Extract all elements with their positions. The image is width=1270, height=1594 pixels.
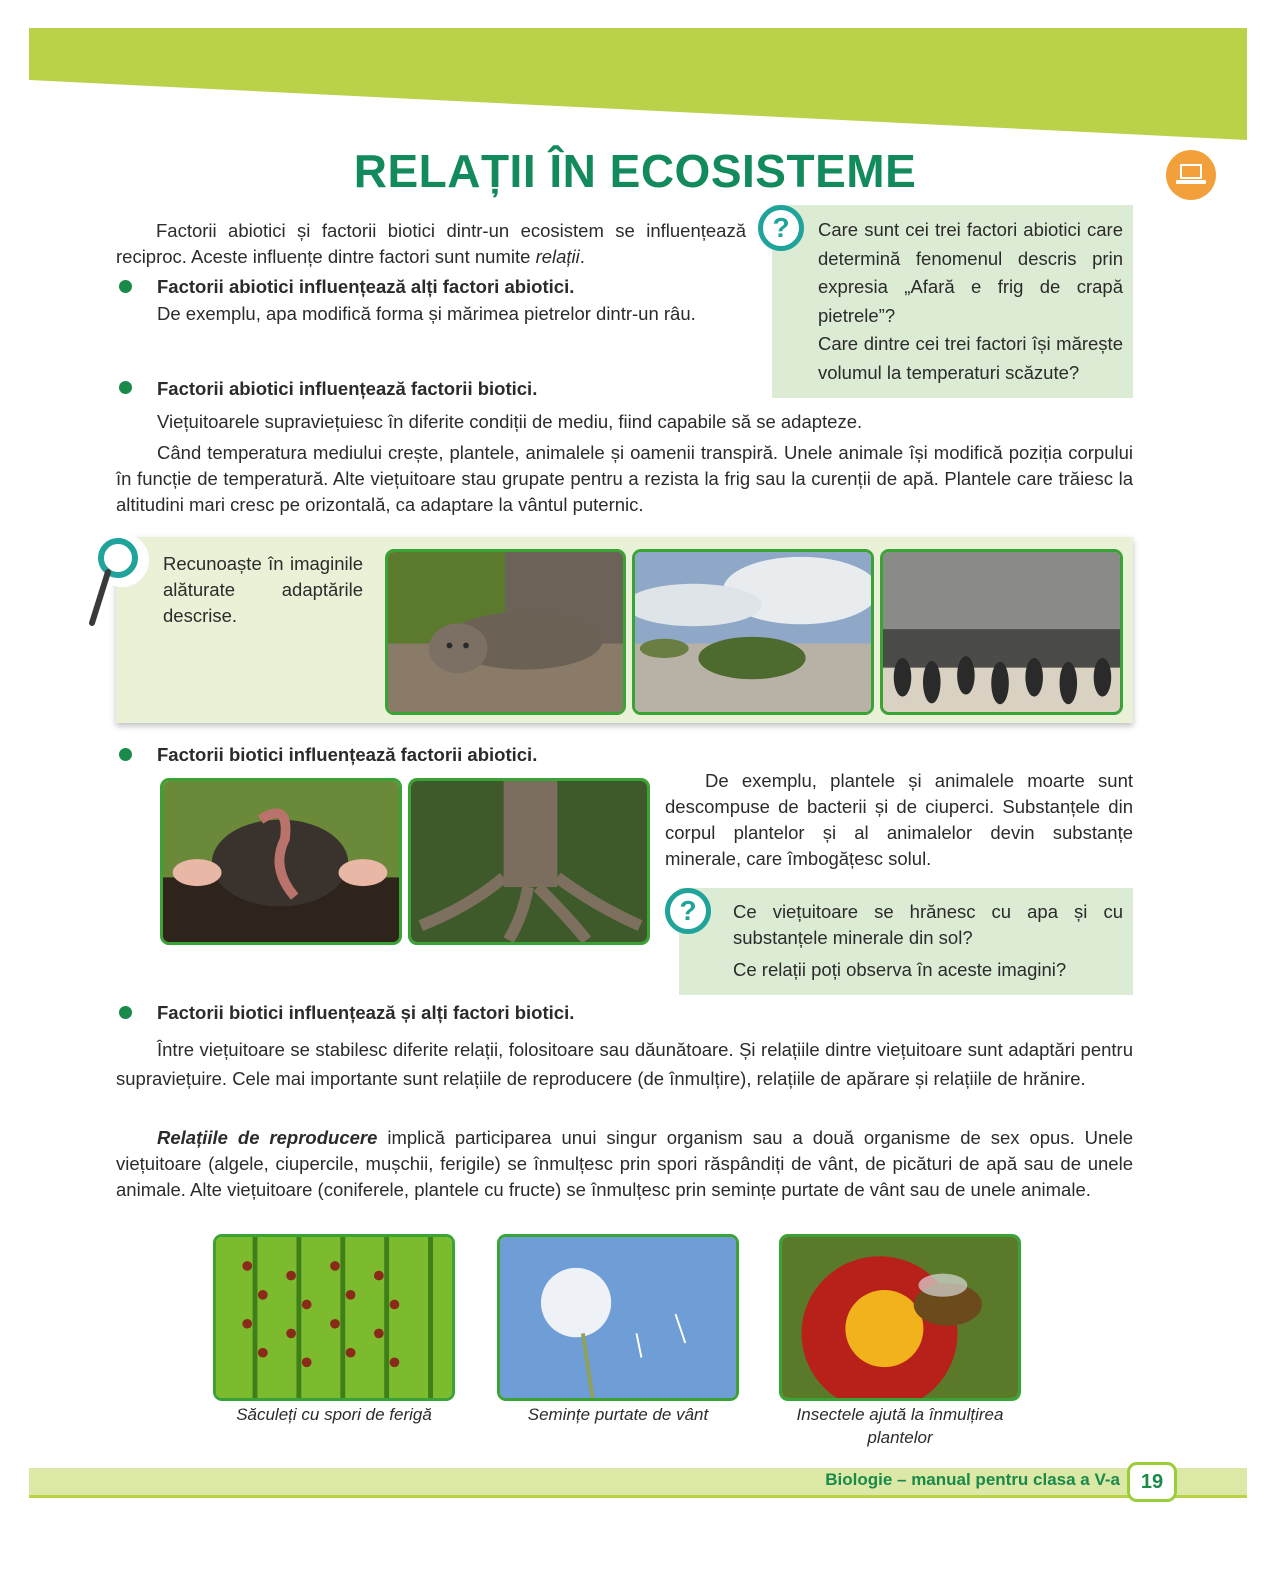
gallery-caption: Semințe purtate de vânt bbox=[527, 1405, 709, 1424]
question2-line2: Ce relații poți observa în aceste imagini? bbox=[733, 959, 1067, 980]
section1-text: De exemplu, apa modifică forma și mărimea pietrelor dintr-un râu. bbox=[157, 303, 696, 324]
cat-photo bbox=[385, 549, 626, 715]
footer-book-title: Biologie – manual pentru clasa a V-a bbox=[825, 1470, 1120, 1489]
section2-para2: Când temperatura mediului crește, plantele, animalele și oamenii transpiră. Unele animale își modifică poziția corpului în funcție de temperatură. Alte viețuitoare stau grupate pentru a rezista la frig sau la curenții de apă. Plantele care trăiesc la altitudini mari cresc pe orizontală, ca adaptare la vântul puternic. bbox=[116, 442, 1133, 515]
activity-text: Recunoaște în imaginile alăturate adaptările descrise. bbox=[163, 553, 363, 626]
bullet-dot bbox=[119, 381, 132, 394]
question-icon: ? bbox=[665, 888, 711, 934]
magnifier-icon bbox=[82, 530, 154, 630]
section3-heading: Factorii biotici influențează factorii abiotici. bbox=[157, 744, 538, 765]
section2-heading: Factorii abiotici influențează factorii biotici. bbox=[157, 378, 538, 399]
section4-heading: Factorii biotici influențează și alți factori biotici. bbox=[157, 1002, 575, 1023]
intro-end: . bbox=[579, 246, 585, 267]
intro-text: Factorii abiotici și factorii biotici dintr-un ecosistem se influențează reciproc. Aceste influențe dintre factori sunt numite bbox=[116, 220, 746, 267]
penguin-colony-photo bbox=[880, 549, 1123, 715]
question1-line2: Care dintre cei trei factori își mărește volumul la temperaturi scăzute? bbox=[818, 333, 1123, 383]
section4-para2 bbox=[116, 1125, 1133, 1203]
section4-para2-text: implică participarea unui singur organism sau a două organisme de sex opus. Unele viețuitoare (algele, ciupercile, mușchii, ferigile) se înmulțesc prin spori răspândiți de vânt, de picături de apă sau de unele animale. Alte viețuitoare (coniferele, plantele cu fructe) se înmulțesc prin semințe purtate de vânt sau de unele animale. bbox=[116, 1127, 1133, 1200]
section4-para1: Între viețuitoare se stabilesc diferite relații, folositoare sau dăunătoare. Și relațiile dintre viețuitoare sunt adaptări pentru supraviețuire. Cele mai importante sunt relațiile de reproducere (de înmulțire), relațiile de apărare și relațiile de hrănire. bbox=[116, 1039, 1133, 1089]
mole-worm-photo bbox=[160, 778, 402, 945]
laptop-icon[interactable] bbox=[1166, 150, 1216, 200]
question-icon: ? bbox=[758, 205, 804, 251]
bee-flower-photo bbox=[779, 1234, 1021, 1401]
footer-line bbox=[29, 1495, 1247, 1498]
tree-roots-photo bbox=[408, 778, 650, 945]
bullet-dot bbox=[119, 280, 132, 293]
mountain-shrub-photo bbox=[632, 549, 874, 715]
dandelion-seeds-photo bbox=[497, 1234, 739, 1401]
intro-keyword: relații bbox=[535, 246, 580, 267]
section2-para1: Viețuitoarele supraviețuiesc în diferite condiții de mediu, fiind capabile să se adapteze. bbox=[157, 411, 863, 432]
bullet-dot bbox=[119, 1006, 132, 1019]
page-title: RELAȚII ÎN ECOSISTEME bbox=[353, 145, 917, 197]
question2-line1: Ce viețuitoare se hrănesc cu apa și cu substanțele minerale din sol? bbox=[733, 901, 1123, 948]
fern-spores-photo bbox=[213, 1234, 455, 1401]
bullet-dot bbox=[119, 748, 132, 761]
top-banner bbox=[29, 28, 1247, 140]
page-number: 19 bbox=[1127, 1462, 1177, 1502]
intro-paragraph bbox=[116, 218, 746, 270]
section3-text: De exemplu, plantele și animalele moarte sunt descompuse de bacterii și de ciuperci. Substanțele din corpul plantelor și al animalelor devin substanțe minerale, care îmbogățesc solul. bbox=[665, 770, 1133, 869]
section1-heading: Factorii abiotici influențează alți factori abiotici. bbox=[157, 276, 575, 297]
question1-line1: Care sunt cei trei factori abiotici care determină fenomenul descris prin expresia „Afară e frig de crapă pietrele”? bbox=[818, 219, 1123, 326]
gallery-caption: Săculeți cu spori de ferigă bbox=[236, 1405, 432, 1424]
gallery-caption: Insectele ajută la înmulțirea plantelor bbox=[796, 1405, 1004, 1447]
reproduction-keyword: Relațiile de reproducere bbox=[157, 1127, 378, 1148]
